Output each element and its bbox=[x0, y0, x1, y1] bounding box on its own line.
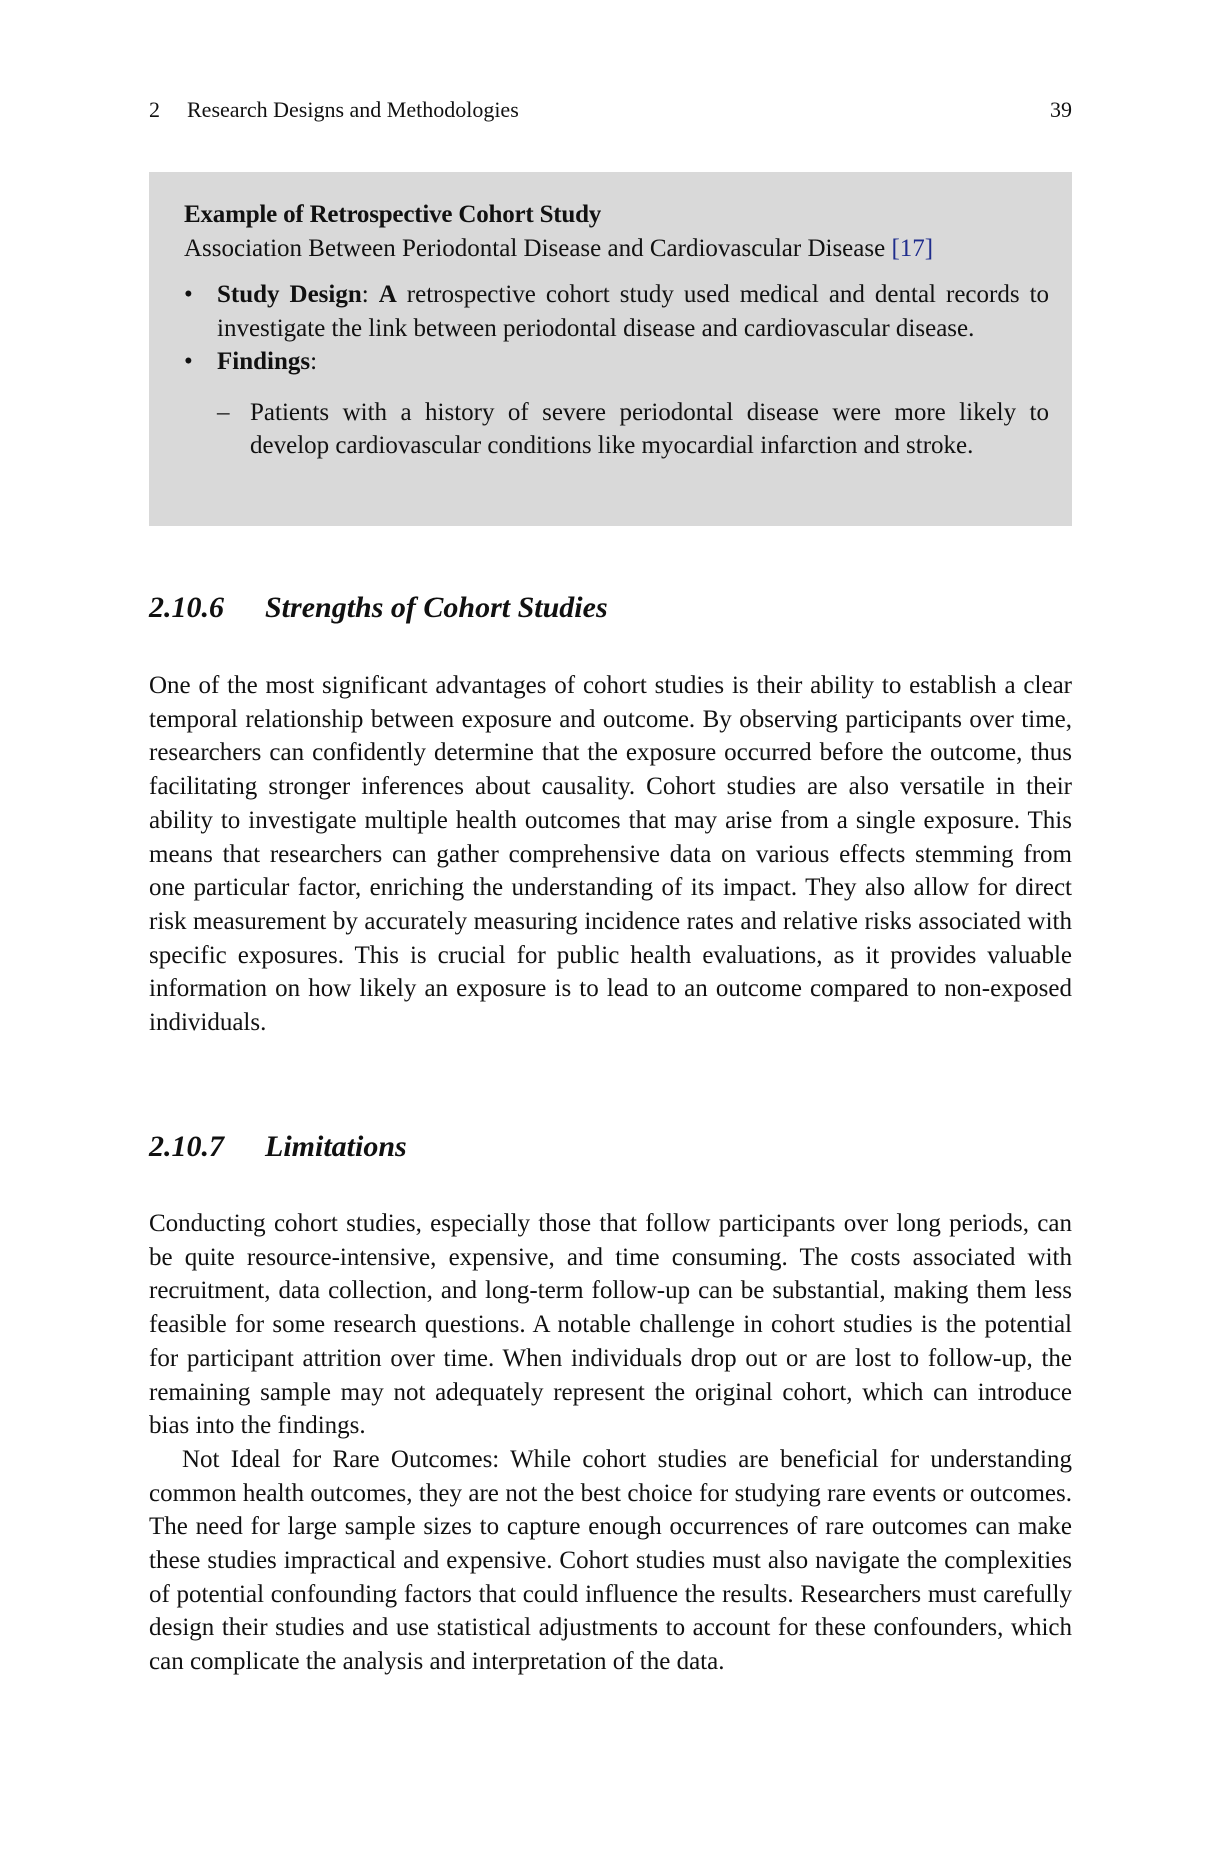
bullet-study-design bbox=[184, 278, 1049, 345]
chapter-number: 2 bbox=[149, 97, 160, 122]
dash-icon: – bbox=[217, 398, 230, 426]
section-heading-limitations bbox=[149, 1127, 1072, 1167]
paragraph: Conducting cohort studies, especially those that follow participants over long periods, can be quite resource-intensive, expensive, and time consuming. The costs associated with recruitment, data collection, and long-term follow-up can be substantial, making them less feasible for some research questions. A notable challenge in cohort studies is the potential for participant attrition over time. When individuals drop out or are lost to follow-up, the remaining sample may not adequately represent the original cohort, which can introduce bias into the findings. bbox=[149, 1210, 1072, 1440]
sub-bullet-text: Patients with a history of severe periodontal disease were more likely to develop cardiovascular conditions like myocardial infarction and stroke. bbox=[250, 398, 1049, 459]
bullet-text: retrospective cohort study used medical and dental records to investigate the link between periodontal disease and cardiovascular disease. bbox=[217, 281, 1050, 342]
example-box bbox=[149, 172, 1072, 526]
example-box-title: Example of Retrospective Cohort Study bbox=[184, 201, 602, 228]
page-number: 39 bbox=[1050, 97, 1072, 122]
bullet-label: Study Design bbox=[217, 281, 362, 308]
sub-bullet-item bbox=[184, 396, 1049, 463]
section-heading-strengths bbox=[149, 588, 1072, 628]
section-body-strengths bbox=[149, 669, 1072, 1040]
paragraph: Not Ideal for Rare Outcomes: While cohort studies are beneficial for understanding common health outcomes, they are not the best choice for studying rare events or outcomes. The need for large sample sizes to capture enough occurrences of rare outcomes can make these studies impractical and expensive. Cohort studies must also navigate the complexities of potential confounding factors that could influence the results. Researchers must carefully design their studies and use statistical adjustments to account for these confounders, which can complicate the analysis and interpretation of the data. bbox=[149, 1445, 1072, 1676]
bullet-dot-icon: • bbox=[184, 348, 193, 375]
paragraph: One of the most significant advantages of cohort studies is their ability to establish a clear temporal relationship between exposure and outcome. By observing participants over time, researchers can confidently determine that the exposure occurred before the outcome, thus facilitating stronger inferences about causality. Cohort studies are also versatile in their ability to investigate multiple health outcomes that may arise from a single exposure. This means that researchers can gather comprehensive data on various effects stemming from one particular factor, enriching the understanding of its impact. They also allow for direct risk measurement by accurately measuring incidence rates and relative risks associated with specific exposures. This is crucial for public health evaluations, as it provides valuable information on how likely an exposure is to lead to an outcome compared to non-exposed individuals. bbox=[149, 672, 1072, 1037]
section-title: Strengths of Cohort Studies bbox=[265, 591, 608, 624]
bullet-separator: : bbox=[361, 281, 379, 308]
bullet-first-word: A bbox=[378, 281, 397, 308]
example-box-subtitle bbox=[184, 232, 1049, 266]
citation-link[interactable]: [17] bbox=[891, 234, 934, 262]
bullet-label: Findings bbox=[217, 348, 311, 375]
chapter-title: Research Designs and Methodologies bbox=[187, 97, 519, 122]
running-head bbox=[149, 95, 1072, 125]
section-number: 2.10.6 bbox=[149, 591, 224, 624]
bullet-findings bbox=[184, 345, 1049, 379]
findings-sub-list bbox=[184, 396, 1049, 463]
bullet-separator: : bbox=[310, 348, 318, 375]
bullet-dot-icon: • bbox=[184, 281, 193, 308]
section-title: Limitations bbox=[265, 1130, 407, 1163]
section-body-limitations bbox=[149, 1207, 1072, 1679]
section-number: 2.10.7 bbox=[149, 1130, 224, 1163]
example-bullet-list bbox=[184, 278, 1049, 379]
example-box-subtitle-text: Association Between Periodontal Disease and Cardiovascular Disease bbox=[184, 234, 892, 262]
